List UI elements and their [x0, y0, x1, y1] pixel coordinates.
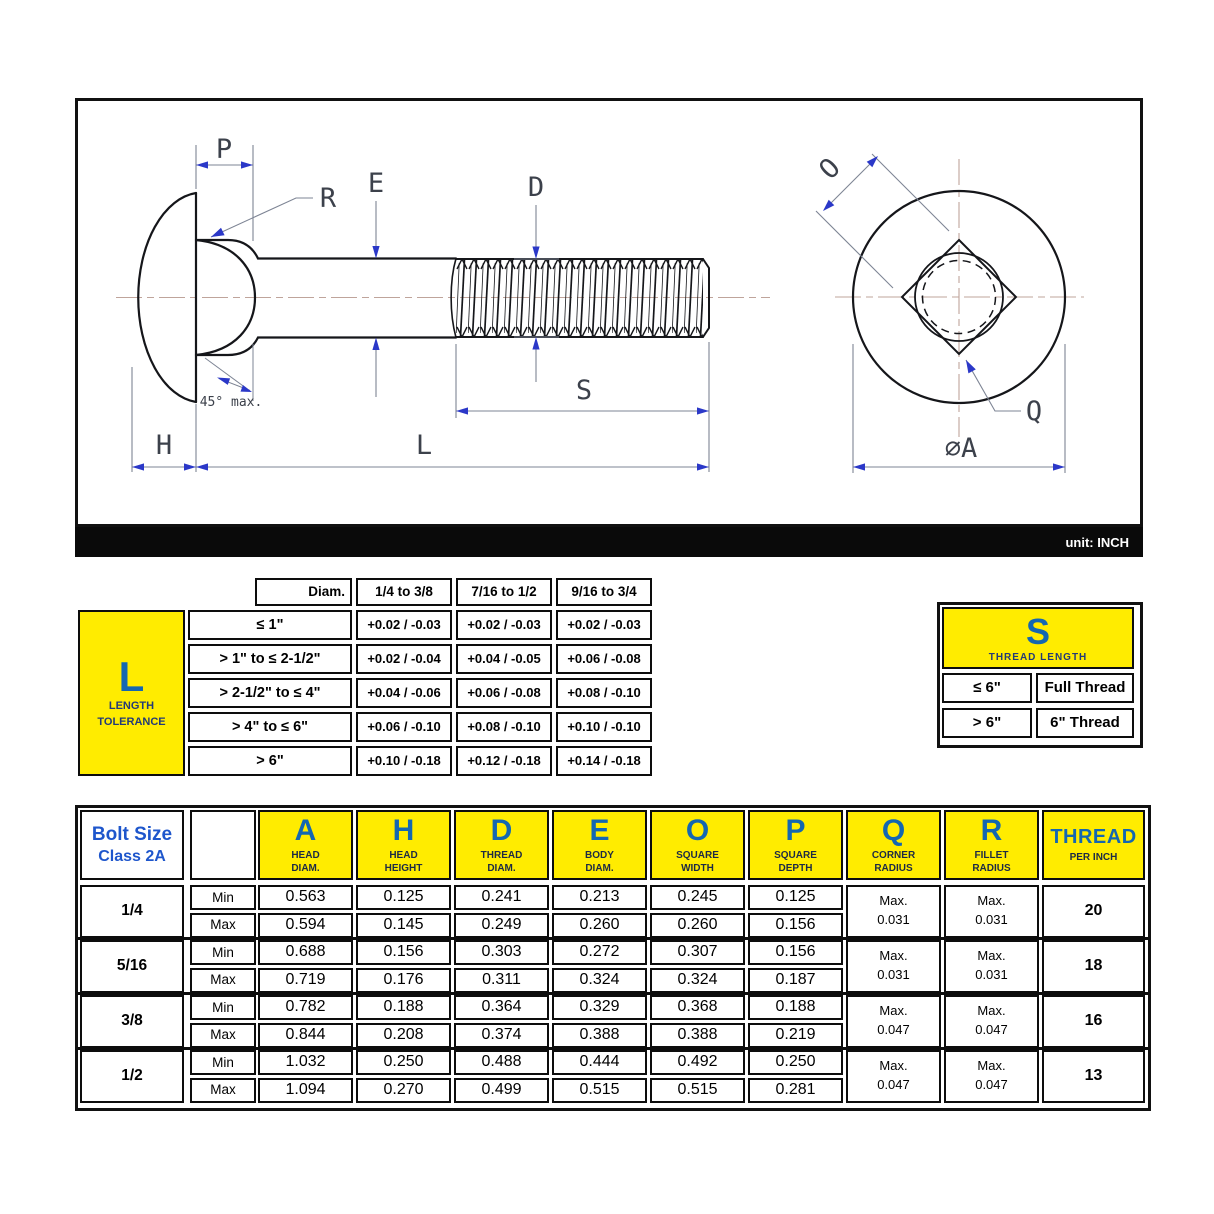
- value-cell: 0.281: [748, 1078, 843, 1103]
- dim-label-q: Q: [1025, 396, 1043, 427]
- unit-label: unit: INCH: [1065, 534, 1129, 550]
- minmax-cell: Min: [190, 885, 256, 910]
- thread-per-inch-cell: 16: [1042, 995, 1145, 1048]
- group-separator: [78, 992, 1148, 996]
- main-col-letter: R: [980, 813, 1003, 847]
- fillet-radius-cell: Max. 0.031: [944, 940, 1039, 993]
- fillet-radius-cell: Max. 0.047: [944, 995, 1039, 1048]
- ltol-sub-line2: TOLERANCE: [97, 716, 166, 728]
- main-col-header: [650, 810, 745, 880]
- ltol-col-header: 9/16 to 3/4: [556, 578, 652, 606]
- value-cell: 0.499: [454, 1078, 549, 1103]
- ltol-value-cell: +0.04 / -0.05: [456, 644, 552, 674]
- minmax-cell: Min: [190, 1050, 256, 1075]
- main-col-header: [944, 810, 1039, 880]
- value-cell: 0.187: [748, 968, 843, 993]
- dim-label-h: H: [155, 430, 173, 461]
- thread-length-letter: S: [1025, 611, 1050, 653]
- value-cell: 0.563: [258, 885, 353, 910]
- value-cell: 0.488: [454, 1050, 549, 1075]
- dim-label-phi-a: ⌀A: [944, 433, 978, 464]
- main-table: [75, 805, 1151, 1111]
- dim-label-p: P: [215, 134, 233, 165]
- thread-length-value-cell: 6" Thread: [1036, 708, 1134, 738]
- main-col-sublabel: SQUARE WIDTH: [676, 850, 719, 875]
- main-col-sublabel: FILLET RADIUS: [972, 850, 1011, 875]
- bolt-size-cell: 3/8: [80, 995, 184, 1048]
- main-col-sublabel: HEAD HEIGHT: [384, 850, 423, 875]
- dim-label-d: D: [527, 172, 545, 203]
- ltol-value-cell: +0.02 / -0.03: [356, 610, 452, 640]
- main-col-letter: H: [392, 813, 415, 847]
- value-cell: 0.245: [650, 885, 745, 910]
- bolt-drawing-panel: [75, 98, 1143, 527]
- ltol-value-cell: +0.06 / -0.08: [456, 678, 552, 708]
- minmax-cell: Max: [190, 1078, 256, 1103]
- ltol-value-cell: +0.12 / -0.18: [456, 746, 552, 776]
- value-cell: 0.272: [552, 940, 647, 965]
- ltol-col-header: 1/4 to 3/8: [356, 578, 452, 606]
- main-col-sublabel: SQUARE DEPTH: [774, 850, 817, 875]
- ltol-value-cell: +0.10 / -0.18: [356, 746, 452, 776]
- value-cell: 0.219: [748, 1023, 843, 1048]
- minmax-cell: Min: [190, 995, 256, 1020]
- main-col-header: [748, 810, 843, 880]
- corner-radius-cell: Max. 0.047: [846, 995, 941, 1048]
- main-col-sublabel: HEAD DIAM.: [291, 850, 320, 875]
- value-cell: 0.364: [454, 995, 549, 1020]
- ltol-col-header: 7/16 to 1/2: [456, 578, 552, 606]
- main-col-header: [1042, 810, 1145, 880]
- value-cell: 0.324: [650, 968, 745, 993]
- value-cell: 0.324: [552, 968, 647, 993]
- carriage-bolt-drawing: [78, 101, 1140, 524]
- value-cell: 0.388: [650, 1023, 745, 1048]
- value-cell: 0.156: [356, 940, 451, 965]
- ltol-side-header: [78, 610, 185, 776]
- value-cell: 0.844: [258, 1023, 353, 1048]
- minmax-cell: Min: [190, 940, 256, 965]
- thread-length-range-cell: > 6": [942, 708, 1032, 738]
- ltol-range-cell: ≤ 1": [188, 610, 352, 640]
- thread-length-table: [937, 602, 1143, 748]
- value-cell: 0.156: [748, 940, 843, 965]
- bolt-size-cell: 1/2: [80, 1050, 184, 1103]
- fillet-radius-cell: Max. 0.047: [944, 1050, 1039, 1103]
- main-col-header: [846, 810, 941, 880]
- value-cell: 1.032: [258, 1050, 353, 1075]
- main-col-sublabel: PER INCH: [1069, 851, 1118, 863]
- value-cell: 0.208: [356, 1023, 451, 1048]
- bolt-size-header: [80, 810, 184, 880]
- value-cell: 0.188: [356, 995, 451, 1020]
- value-cell: 0.249: [454, 913, 549, 938]
- thread-per-inch-cell: 13: [1042, 1050, 1145, 1103]
- ltol-value-cell: +0.14 / -0.18: [556, 746, 652, 776]
- ltol-value-cell: +0.08 / -0.10: [556, 678, 652, 708]
- bolt-size-title: Bolt Size: [91, 823, 173, 845]
- thread-per-inch-cell: 18: [1042, 940, 1145, 993]
- minmax-cell: Max: [190, 913, 256, 938]
- ltol-range-cell: > 1" to ≤ 2-1/2": [188, 644, 352, 674]
- value-cell: 0.594: [258, 913, 353, 938]
- corner-radius-cell: Max. 0.031: [846, 885, 941, 938]
- ltol-value-cell: +0.08 / -0.10: [456, 712, 552, 742]
- value-cell: 0.515: [650, 1078, 745, 1103]
- ltol-value-cell: +0.06 / -0.08: [556, 644, 652, 674]
- ltol-value-cell: +0.02 / -0.03: [456, 610, 552, 640]
- main-col-header: [258, 810, 353, 880]
- main-col-sublabel: THREAD DIAM.: [480, 850, 523, 875]
- ltol-value-cell: +0.02 / -0.03: [556, 610, 652, 640]
- value-cell: 0.241: [454, 885, 549, 910]
- main-col-letter: THREAD: [1050, 825, 1137, 848]
- value-cell: 0.260: [650, 913, 745, 938]
- value-cell: 0.125: [748, 885, 843, 910]
- value-cell: 0.515: [552, 1078, 647, 1103]
- corner-radius-cell: Max. 0.031: [846, 940, 941, 993]
- main-col-letter: D: [490, 813, 513, 847]
- value-cell: 1.094: [258, 1078, 353, 1103]
- main-col-header: [454, 810, 549, 880]
- value-cell: 0.303: [454, 940, 549, 965]
- thread-length-header: [942, 607, 1134, 669]
- length-tolerance-table: [75, 578, 657, 778]
- value-cell: 0.388: [552, 1023, 647, 1048]
- value-cell: 0.156: [748, 913, 843, 938]
- bolt-size-cell: 1/4: [80, 885, 184, 938]
- value-cell: 0.719: [258, 968, 353, 993]
- main-col-sublabel: CORNER RADIUS: [871, 850, 916, 875]
- bolt-size-class: Class 2A: [98, 847, 166, 865]
- dim-label-45deg: 45° max.: [199, 395, 263, 410]
- dim-label-o: O: [813, 152, 847, 186]
- ltol-sub-line1: LENGTH: [108, 699, 155, 712]
- value-cell: 0.307: [650, 940, 745, 965]
- ltol-value-cell: +0.04 / -0.06: [356, 678, 452, 708]
- value-cell: 0.368: [650, 995, 745, 1020]
- thread-length-value-cell: Full Thread: [1036, 673, 1134, 703]
- main-col-letter: P: [785, 813, 806, 847]
- value-cell: 0.782: [258, 995, 353, 1020]
- value-cell: 0.188: [748, 995, 843, 1020]
- value-cell: 0.688: [258, 940, 353, 965]
- dim-label-s: S: [575, 375, 593, 406]
- value-cell: 0.374: [454, 1023, 549, 1048]
- main-col-letter: O: [685, 813, 710, 847]
- minmax-cell: Max: [190, 1023, 256, 1048]
- bolt-size-cell: 5/16: [80, 940, 184, 993]
- ltol-value-cell: +0.06 / -0.10: [356, 712, 452, 742]
- value-cell: 0.311: [454, 968, 549, 993]
- value-cell: 0.270: [356, 1078, 451, 1103]
- ltol-range-cell: > 4" to ≤ 6": [188, 712, 352, 742]
- dim-label-l: L: [415, 430, 433, 461]
- main-col-letter: A: [294, 813, 317, 847]
- group-separator: [78, 1047, 1148, 1051]
- value-cell: 0.250: [356, 1050, 451, 1075]
- value-cell: 0.213: [552, 885, 647, 910]
- thread-hatch: [456, 259, 703, 337]
- value-cell: 0.145: [356, 913, 451, 938]
- main-col-letter: E: [589, 813, 610, 847]
- value-cell: 0.250: [748, 1050, 843, 1075]
- minmax-header-cell: [190, 810, 256, 880]
- main-col-letter: Q: [881, 813, 906, 847]
- value-cell: 0.176: [356, 968, 451, 993]
- value-cell: 0.260: [552, 913, 647, 938]
- unit-bar: [75, 527, 1143, 557]
- dim-label-e: E: [367, 168, 385, 199]
- ltol-letter: L: [118, 652, 145, 700]
- fillet-radius-cell: Max. 0.031: [944, 885, 1039, 938]
- main-col-header: [356, 810, 451, 880]
- ltol-range-cell: > 6": [188, 746, 352, 776]
- thread-length-range-cell: ≤ 6": [942, 673, 1032, 703]
- minmax-cell: Max: [190, 968, 256, 993]
- thread-length-subtitle: THREAD LENGTH: [988, 652, 1088, 664]
- ltol-value-cell: +0.10 / -0.10: [556, 712, 652, 742]
- value-cell: 0.329: [552, 995, 647, 1020]
- value-cell: 0.444: [552, 1050, 647, 1075]
- ltol-value-cell: +0.02 / -0.04: [356, 644, 452, 674]
- value-cell: 0.492: [650, 1050, 745, 1075]
- thread-per-inch-cell: 20: [1042, 885, 1145, 938]
- main-col-sublabel: BODY DIAM.: [585, 850, 614, 875]
- value-cell: 0.125: [356, 885, 451, 910]
- dim-label-r: R: [319, 183, 337, 214]
- corner-radius-cell: Max. 0.047: [846, 1050, 941, 1103]
- ltol-corner-header: Diam.: [255, 578, 352, 606]
- group-separator: [78, 937, 1148, 941]
- main-col-header: [552, 810, 647, 880]
- ltol-range-cell: > 2-1/2" to ≤ 4": [188, 678, 352, 708]
